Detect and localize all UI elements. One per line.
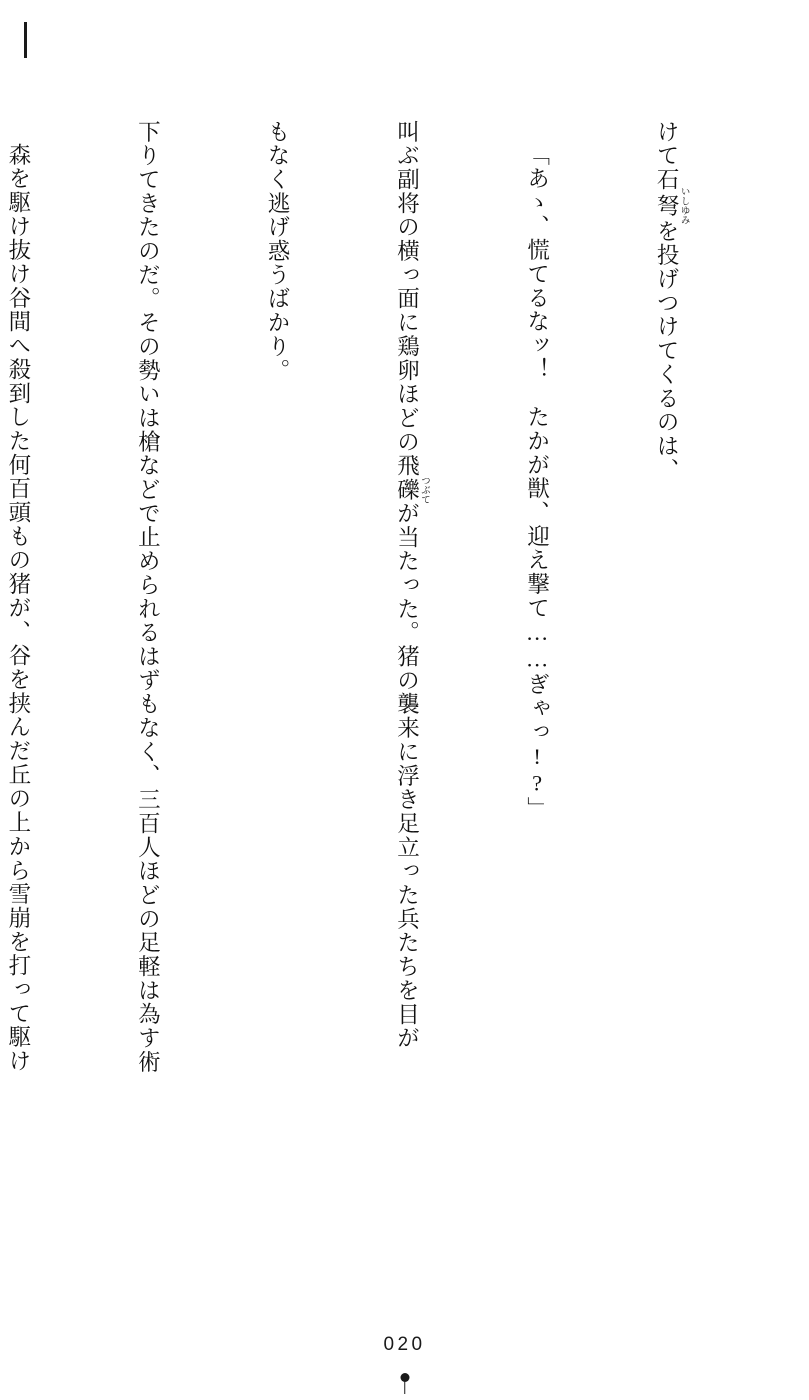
text-paragraph: 森を駆け抜け谷間へ殺到した何百頭もの猪が、谷を挟んだ丘の上から雪崩を打って駆け [5, 142, 31, 1073]
text-paragraph: けて石弩 いしゆみを投げつけてくるのは、 [654, 120, 689, 482]
text-paragraph: もなく逃げ惑うばかり。 [264, 120, 290, 383]
text-paragraph: 「あゝ、慌てるなッ！ たかが獣、迎え撃て……ぎゃっ!?」 [524, 142, 550, 821]
page-corner-rule [24, 22, 27, 58]
ruby-annotation: 礫 つぶて [394, 475, 429, 504]
text-paragraph: 下りてきたのだ。その勢いは槍などで止められるはずもなく、三百人ほどの足軽は為す術 [135, 120, 161, 1074]
ruby-annotation: 弩 いしゆみ [654, 186, 689, 225]
folio-dot [400, 1373, 409, 1382]
page-text-body [5, 120, 775, 1180]
text-paragraph: 叫ぶ副将の横っ面に鶏卵ほどの飛礫 つぶてが当たった。猪の襲来に浮き足立った兵たちを目が [394, 120, 429, 1051]
folio-rule [404, 1380, 406, 1394]
page-number: 020 [383, 1334, 426, 1355]
